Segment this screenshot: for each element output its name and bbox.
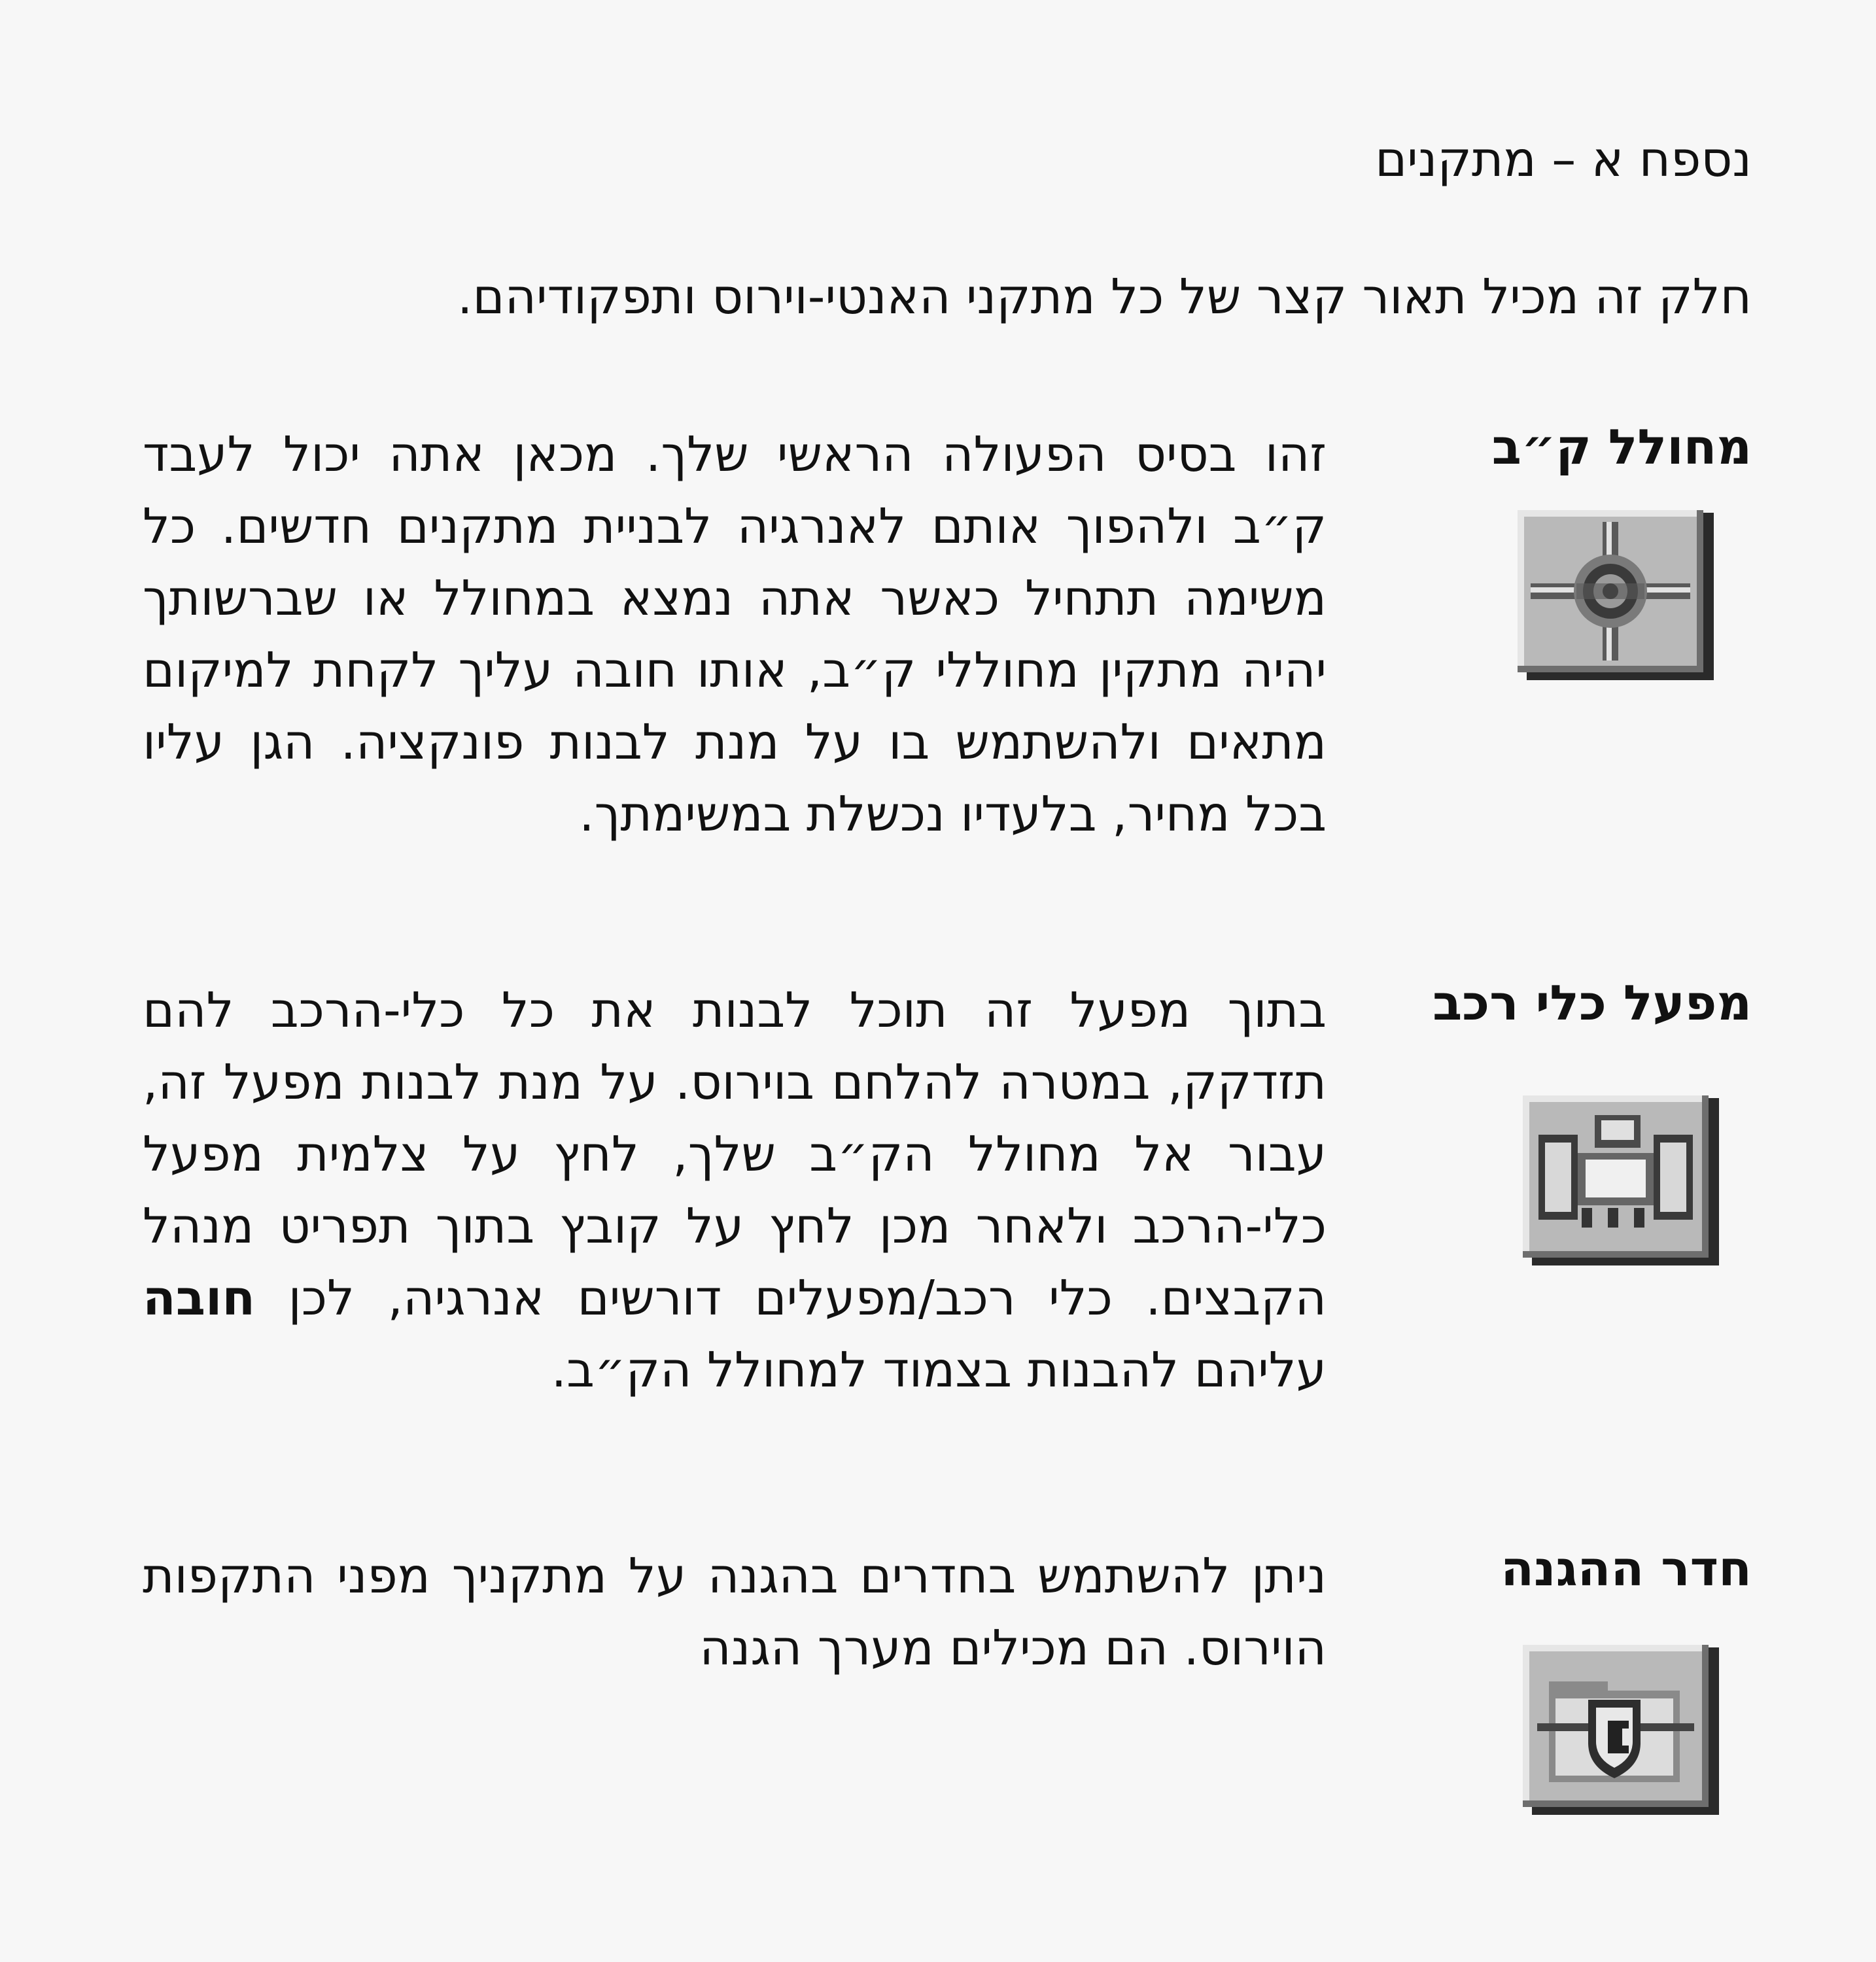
entry-text-vehicle-factory-part2: עליהם להבנות בצמוד למחולל הק״ב.: [551, 1342, 1327, 1398]
vehicle-factory-icon: [1523, 1095, 1719, 1265]
entry-text-generator: זהו בסיס הפעולה הראשי שלך. מכאן אתה יכול לעבד ק״ב ולהפוך אותם לאנרגיה לבניית מתקנים חדשים. כל משימה תתחיל כאשר אתה נמצא במחולל או שברשותך יהיה מתקין מחוללי ק״ב, אותו חובה עליך לקחת למיקום מתאים ולהשתמש בו על מנת לבנות פונקציה. הגן עליו בכל מחיר, בלעדיו נכשלת במשימתך.: [143, 426, 1327, 842]
appendix-intro: חלק זה מכיל תאור קצר של כל מתקני האנטי-וירוס ותפקודיהם.: [457, 269, 1752, 325]
crosshair-generator-icon: [1518, 510, 1714, 680]
entry-title-defense-room: חדר ההגנה: [1501, 1541, 1752, 1597]
entry-title-generator: מחולל ק״ב: [1491, 419, 1752, 475]
appendix-title: נספח א – מתקנים: [1375, 131, 1752, 188]
entry-text-vehicle-factory-bold: חובה: [143, 1270, 256, 1326]
entry-text-vehicle-factory-part1: בתוך מפעל זה תוכל לבנות את כל כלי-הרכב להם תזדקק, במטרה להלחם בוירוס. על מנת לבנות מפעל זה, עבור אל מחולל הק״ב שלך, לחץ על צלמית מפעל כלי-הרכב ולאחר מכן לחץ על קובץ בתוך תפריט מנהל הקבצים. כלי רכב/מפעלים דורשים אנרגיה, לכן: [143, 982, 1327, 1326]
entry-title-vehicle-factory: מפעל כלי רכב: [1433, 975, 1752, 1031]
defense-room-icon: [1523, 1645, 1719, 1815]
entry-text-defense-room: ניתן להשתמש בחדרים בהגנה על מתקניך מפני התקפות הוירוס. הם מכילים מערך הגנה: [143, 1548, 1327, 1676]
entry-text-vehicle-factory: [143, 974, 1327, 1406]
